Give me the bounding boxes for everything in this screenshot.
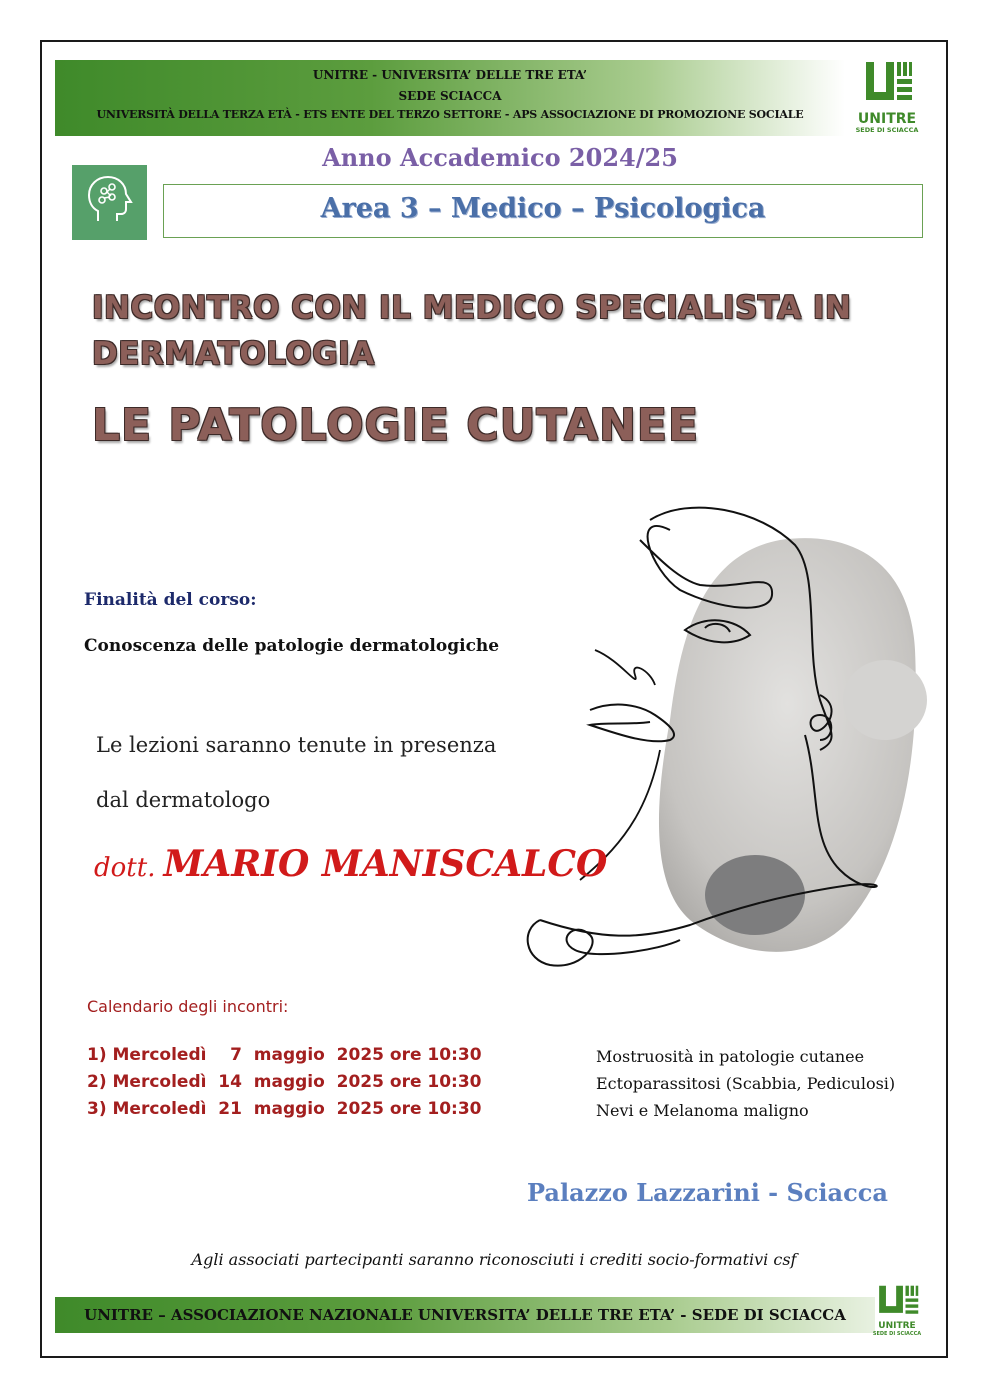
doctor-full-name: MARIO MANISCALCO: [163, 843, 608, 885]
footer-text: UNITRE – ASSOCIAZIONE NAZIONALE UNIVERSITA’ DELLE TRE ETA’ - SEDE DI SCIACCA: [84, 1306, 846, 1324]
face-line-art-illustration: [520, 500, 940, 1000]
event-subtitle: LE PATOLOGIE CUTANEE: [92, 400, 700, 451]
event-title-line-1: INCONTRO CON IL MEDICO SPECIALISTA IN: [92, 290, 852, 326]
credits-note: Agli associati partecipanti saranno riconosciuti i crediti socio-formativi csf: [191, 1250, 797, 1269]
header-line-1: UNITRE - UNIVERSITA’ DELLE TRE ETA’: [312, 68, 588, 82]
calendar-label: Calendario degli incontri:: [87, 997, 289, 1016]
event-title-line-2: DERMATOLOGIA: [92, 336, 375, 372]
header-line-2: SEDE SCIACCA: [398, 89, 502, 103]
academic-year: Anno Accademico 2024/25: [322, 143, 678, 172]
calendar-topic-1: Mostruosità in patologie cutanee: [596, 1047, 865, 1066]
logo-sub: SEDE DI SCIACCA: [855, 126, 919, 134]
footer-banner: [55, 1297, 875, 1333]
header-line-3: UNIVERSITÀ DELLA TERZA ETÀ - ETS ENTE DEL TERZO SETTORE - APS ASSOCIAZIONE DI PROMOZIONE SOCIALE: [96, 108, 804, 121]
area-icon-box: [72, 165, 147, 240]
venue: Palazzo Lazzarini - Sciacca: [527, 1178, 888, 1207]
event-title: [92, 285, 912, 377]
area-title: Area 3 – Medico – Psicologica: [320, 193, 766, 224]
purpose-label: Finalità del corso:: [84, 590, 257, 610]
calendar-item-2: 2) Mercoledì 14 maggio 2025 ore 10:30: [87, 1072, 482, 1092]
logo-word: UNITRE: [857, 111, 917, 127]
lessons-line-2: dal dermatologo: [96, 788, 271, 812]
brain-head-icon: [72, 165, 147, 240]
header-banner: [55, 60, 845, 136]
unitre-logo-bottom: [872, 1284, 922, 1337]
area-box: [163, 184, 923, 238]
calendar-topic-2: Ectoparassitosi (Scabbia, Pediculosi): [596, 1074, 896, 1093]
doctor-name: [94, 843, 607, 885]
unitre-logo-top: [848, 60, 926, 134]
calendar-item-3: 3) Mercoledì 21 maggio 2025 ore 10:30: [87, 1099, 482, 1119]
doctor-prefix: dott.: [94, 853, 156, 883]
calendar-item-1: 1) Mercoledì 7 maggio 2025 ore 10:30: [87, 1045, 482, 1065]
logo-word-bottom: UNITRE: [878, 1321, 916, 1331]
logo-sub-bottom: SEDE DI SCIACCA: [872, 1331, 922, 1337]
calendar-topic-3: Nevi e Melanoma maligno: [596, 1101, 809, 1120]
lessons-line-1: Le lezioni saranno tenute in presenza: [96, 733, 497, 757]
unitre-logo-icon: [874, 1284, 920, 1318]
unitre-logo-icon: [862, 60, 912, 108]
purpose-text: Conoscenza delle patologie dermatologiche: [84, 636, 500, 656]
